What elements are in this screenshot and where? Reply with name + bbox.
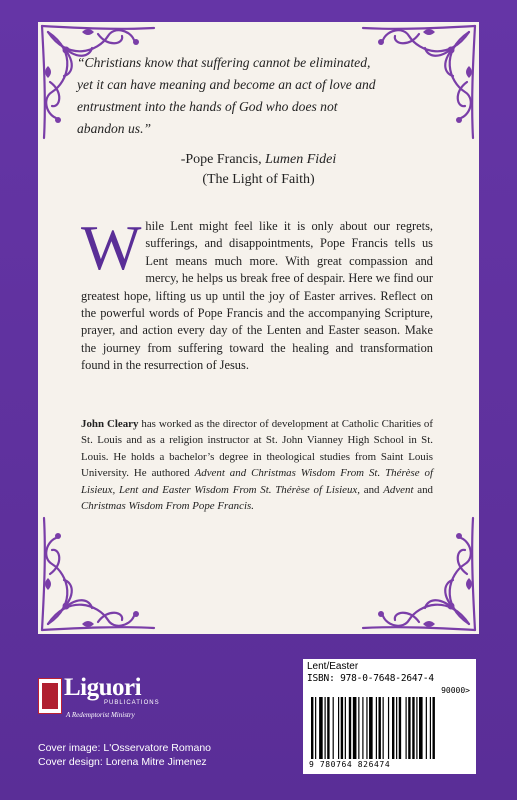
bio-book-1: Advent and Christmas Wisdom From St. Thérèse of Lisieux, Lent and Easter Wisdom From St. Thérèse of Lisieux, <box>81 467 433 496</box>
bio-book-2a: Advent <box>383 483 414 496</box>
cover-design-credit: Cover design: Lorena Mitre Jimenez <box>38 756 207 768</box>
corner-flourish-bottom-right <box>359 514 479 634</box>
barcode-box <box>303 659 476 774</box>
author-name: John Cleary <box>81 418 139 430</box>
bio-text-2: and <box>359 483 384 496</box>
bio-book-2b: Christmas Wisdom From Pope Francis. <box>81 500 254 513</box>
price-code: 90000> <box>441 686 470 695</box>
isbn-text: ISBN: 978-0-7648-2647-4 <box>307 673 434 684</box>
source-title: Lumen Fidei <box>265 152 337 167</box>
logo-emblem-icon <box>38 678 62 714</box>
author-bio <box>81 416 433 514</box>
publisher-logo <box>38 674 160 724</box>
bio-text-1: has worked as the director of development at Catholic Charities of St. Louis and as a religion instructor at St. John Vianney High School in St. Louis. He holds a bachelor’s degree in theological studies from Saint Louis University. He authored <box>81 418 433 480</box>
quote-attribution <box>38 152 479 168</box>
corner-flourish-bottom-left <box>38 514 158 634</box>
corner-flourish-top-right <box>359 22 479 142</box>
category-label: Lent/Easter <box>307 661 359 672</box>
pull-quote: “Christians know that suffering cannot be eliminated, yet it can have meaning and become an act of love and entrustment into the hands of God who does not abandon us.” <box>77 55 376 136</box>
source-translation: (The Light of Faith) <box>202 172 315 187</box>
publisher-name: Liguori <box>64 674 142 701</box>
bio-text-3: and <box>413 483 434 496</box>
book-description <box>81 212 433 375</box>
cover-image-credit: Cover image: L'Osservatore Romano <box>38 742 211 754</box>
barcode-icon <box>309 697 471 759</box>
description-text: hile Lent might feel like it is only about our regrets, sufferings, and disappointments, Pope Francis tells us Lent means much more. With great compassion and mercy, he helps us break free of despair. Here we find our greatest hope, lifting us up until the joy of Easter arrives. Reflect on the powerful words of Pope Francis and the accompanying Scripture, prayer, and action every day of the Lenten and Easter season. Make the journey from suffering toward the healing and transformation found in the resurrection of Jesus. <box>81 219 433 373</box>
publisher-tagline: A Redemptorist Ministry <box>66 711 135 719</box>
publisher-sub: PUBLICATIONS <box>104 700 160 706</box>
attribution-prefix: -Pope Francis, <box>180 152 266 167</box>
barcode-digits: 9 780764 826474 <box>309 760 391 769</box>
drop-cap: W <box>81 212 142 283</box>
